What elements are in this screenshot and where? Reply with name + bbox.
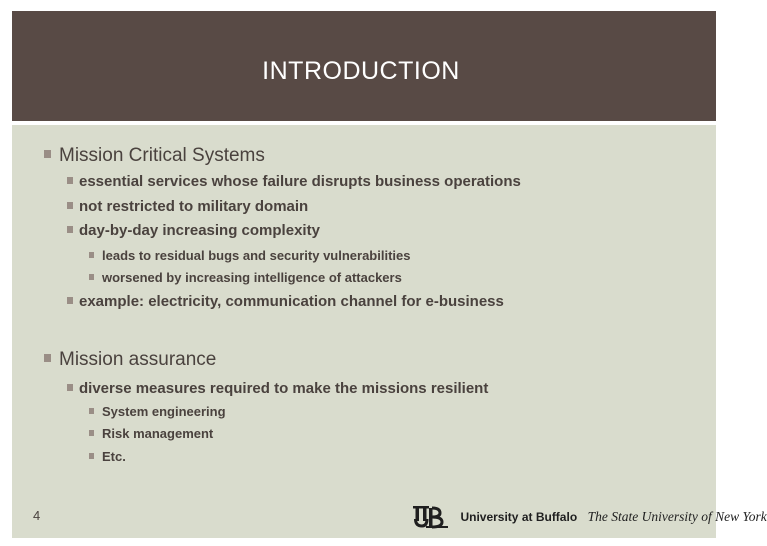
- bullet-increasing-complexity: day-by-day increasing complexity: [67, 222, 320, 239]
- bullet-square-icon: [44, 150, 51, 158]
- bullet-square-icon: [89, 453, 94, 459]
- bullet-etc: Etc.: [89, 449, 126, 464]
- bullet-square-icon: [89, 408, 94, 414]
- ub-logo-icon: [412, 505, 452, 529]
- bullet-mission-critical-systems: Mission Critical Systems: [44, 145, 265, 167]
- bullet-example: example: electricity, communication channel for e-business: [67, 293, 504, 310]
- page-number: 4: [33, 508, 41, 523]
- bullet-square-icon: [89, 430, 94, 436]
- bullet-square-icon: [89, 274, 94, 280]
- bullet-essential-services: essential services whose failure disrupts business operations: [67, 173, 521, 190]
- bullet-not-restricted: not restricted to military domain: [67, 198, 308, 215]
- bullet-system-engineering: System engineering: [89, 404, 226, 419]
- university-logo: [412, 505, 767, 531]
- bullet-diverse-measures: diverse measures required to make the missions resilient: [67, 380, 488, 397]
- university-tagline: The State University of New York: [587, 509, 767, 524]
- bullet-square-icon: [44, 354, 51, 362]
- university-name: University at Buffalo: [460, 510, 578, 524]
- bullet-square-icon: [67, 297, 73, 304]
- bullet-square-icon: [67, 226, 73, 233]
- bullet-square-icon: [67, 384, 73, 391]
- bullet-mission-assurance: Mission assurance: [44, 349, 216, 371]
- bullet-residual-bugs: leads to residual bugs and security vulnerabilities: [89, 248, 410, 263]
- slide-title: INTRODUCTION: [262, 57, 460, 85]
- bullet-square-icon: [67, 177, 73, 184]
- bullet-risk-management: Risk management: [89, 426, 213, 441]
- bullet-square-icon: [89, 252, 94, 258]
- bullet-attackers: worsened by increasing intelligence of attackers: [89, 270, 402, 285]
- bullet-square-icon: [67, 202, 73, 209]
